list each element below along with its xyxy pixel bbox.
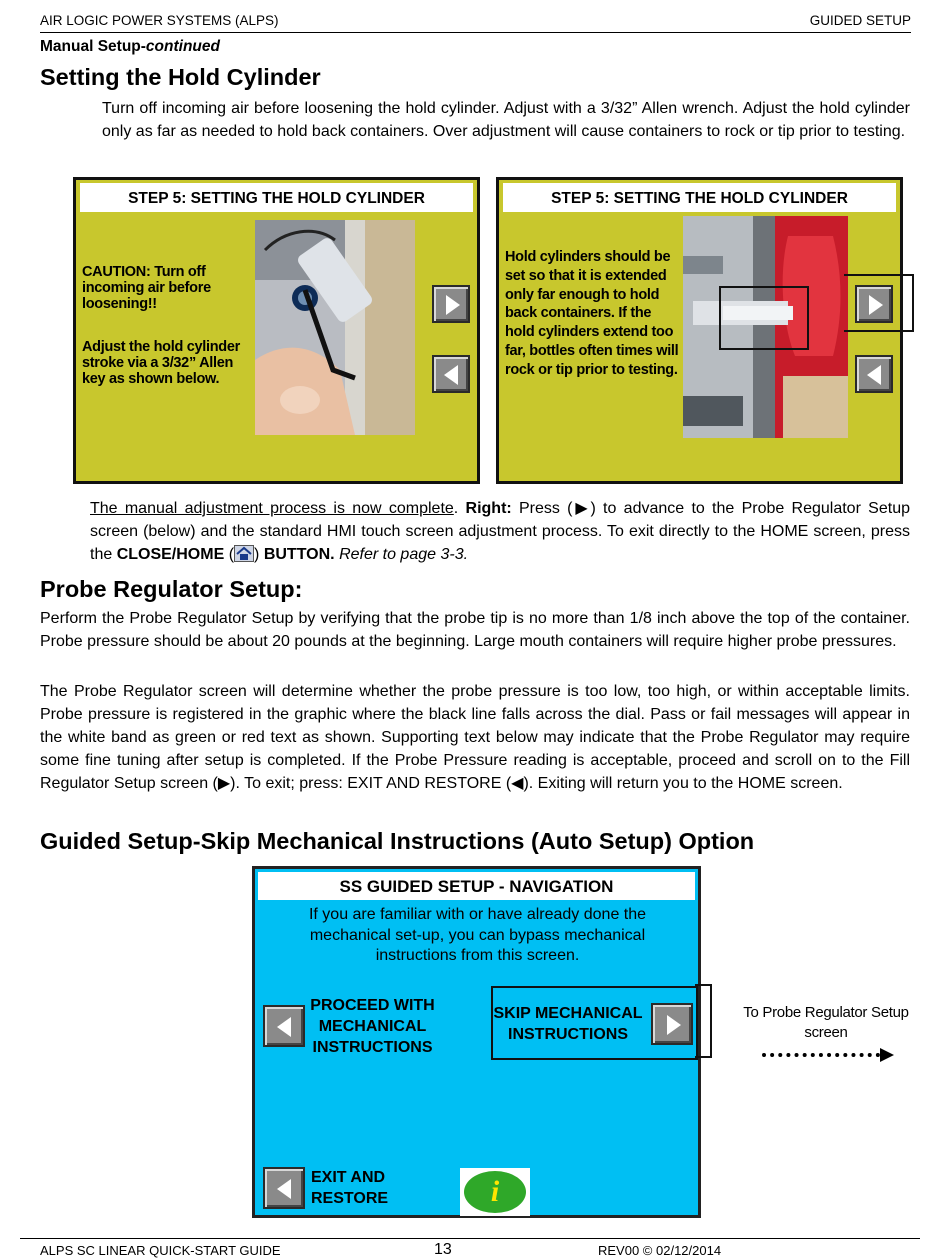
- back-arrow-button[interactable]: [855, 355, 893, 393]
- right-arrow-icon: [667, 1015, 681, 1035]
- skip-label: SKIP MECHANICAL INSTRUCTIONS: [493, 1005, 643, 1043]
- probe-para-2: The Probe Regulator screen will determine whether the probe pressure is too low, too high, or within acceptable limits. Probe pressure is registered in the graphic where the black line falls across the dial. Pass or fail messages will appear in the white band as green or red text as shown. Supporting text below may indicate that the Probe Regulator may require some fine tuning after setup is completed. If the Probe Pressure reading is acceptable, proceed and scroll on to the Fill Regulator Setup screen (▶). To exit; press: EXIT AND RESTORE (◀). Exiting will return you to the HOME screen.: [40, 683, 910, 792]
- probe-setup-annotation: To Probe Regulator Setup screen: [743, 1004, 909, 1041]
- page-footer: [20, 1238, 920, 1258]
- arrow-head-icon: [880, 1048, 894, 1062]
- info-button[interactable]: [460, 1168, 530, 1216]
- info-icon: i: [464, 1171, 526, 1213]
- dot: .: [453, 500, 459, 517]
- left-arrow-icon: [277, 1179, 291, 1199]
- hmi-right-text: Hold cylinders should be set so that it is extended only far enough to hold back containers. If the hold cylinders extend too far, bottles often times will rock or tip prior to testing.: [505, 249, 679, 378]
- allen-key-photo: [255, 220, 415, 435]
- next-button-highlight: [844, 274, 914, 332]
- subhead-suffix: continued: [145, 38, 220, 55]
- header-right: GUIDED SETUP: [809, 13, 911, 28]
- subhead-prefix: Manual Setup-: [40, 38, 146, 55]
- exit-label: EXIT AND RESTORE: [311, 1169, 389, 1207]
- hmi-right-title: STEP 5: SETTING THE HOLD CYLINDER: [503, 183, 896, 212]
- left-arrow-icon: [277, 1017, 291, 1037]
- skip-callout-bracket: [695, 984, 712, 1058]
- back-arrow-button[interactable]: [432, 355, 470, 393]
- hmi-screen-right: [496, 177, 903, 484]
- hmi-left-caution: CAUTION: Turn off incoming air before loosening!!: [82, 264, 211, 312]
- skip-mechanical-button[interactable]: [651, 1003, 693, 1045]
- hmi-navigation-screen: [252, 866, 701, 1218]
- header-left: AIR LOGIC POWER SYSTEMS (ALPS): [40, 13, 279, 28]
- hold-cylinder-body: Turn off incoming air before loosening the hold cylinder. Adjust with a 3/32” Allen wrench. Adjust the hold cylinder only as far as needed to hold back containers. Over adjustment will cause containers to rock or tip prior to testing.: [102, 100, 910, 140]
- exit-restore-button[interactable]: [263, 1167, 305, 1209]
- subhead: [40, 38, 220, 56]
- annotation-arrow-line: [762, 1053, 880, 1057]
- nav-screen-info: If you are familiar with or have already done the mechanical set-up, you can bypass mechanical instructions from this screen.: [308, 906, 647, 964]
- next-arrow-button[interactable]: [432, 285, 470, 323]
- nav-screen-title: SS GUIDED SETUP - NAVIGATION: [258, 872, 695, 900]
- close-home-label: CLOSE/HOME: [116, 546, 225, 563]
- paren-close: ): [254, 546, 264, 563]
- refer-note: Refer to page 3-3.: [334, 546, 469, 563]
- proceed-button[interactable]: [263, 1005, 305, 1047]
- button-label: BUTTON.: [263, 546, 335, 563]
- hmi-left-adjust: Adjust the hold cylinder stroke via a 3/32” Allen key as shown below.: [82, 339, 240, 387]
- footer-right: REV00 © 02/12/2014: [598, 1243, 722, 1258]
- left-arrow-icon: [867, 365, 881, 385]
- probe-para-1: Perform the Probe Regulator Setup by verifying that the probe tip is no more than 1/8 inch above the top of the container. Probe pressure should be about 20 pounds at the beginning. Large mouth containers will require higher probe pressures.: [40, 610, 910, 650]
- left-arrow-icon: [444, 365, 458, 385]
- after-text1: Press (▶) to advance to the Probe Regulator Setup screen (below) and the standard HMI touch screen adjustment process. To exit directly to the HOME screen, press the: [90, 500, 910, 563]
- home-icon: [234, 545, 254, 562]
- hold-cylinder-highlight: [719, 286, 809, 350]
- footer-left: ALPS SC LINEAR QUICK-START GUIDE: [40, 1243, 281, 1258]
- hmi-left-title: STEP 5: SETTING THE HOLD CYLINDER: [80, 183, 473, 212]
- complete-note: The manual adjustment process is now complete: [90, 500, 454, 517]
- right-label: Right:: [465, 500, 512, 517]
- section-title-hold-cylinder: Setting the Hold Cylinder: [40, 64, 321, 90]
- section-title-probe-regulator: Probe Regulator Setup:: [40, 576, 303, 602]
- page-number: 13: [434, 1241, 452, 1258]
- paren-open: (: [224, 546, 235, 563]
- hmi-screen-left: [73, 177, 480, 484]
- right-arrow-icon: [446, 295, 460, 315]
- after-screens-paragraph: [90, 497, 910, 566]
- page-header: [40, 13, 911, 33]
- section-title-skip-mechanical: Guided Setup-Skip Mechanical Instructions (Auto Setup) Option: [40, 828, 755, 854]
- proceed-label: PROCEED WITH MECHANICAL INSTRUCTIONS: [310, 997, 435, 1056]
